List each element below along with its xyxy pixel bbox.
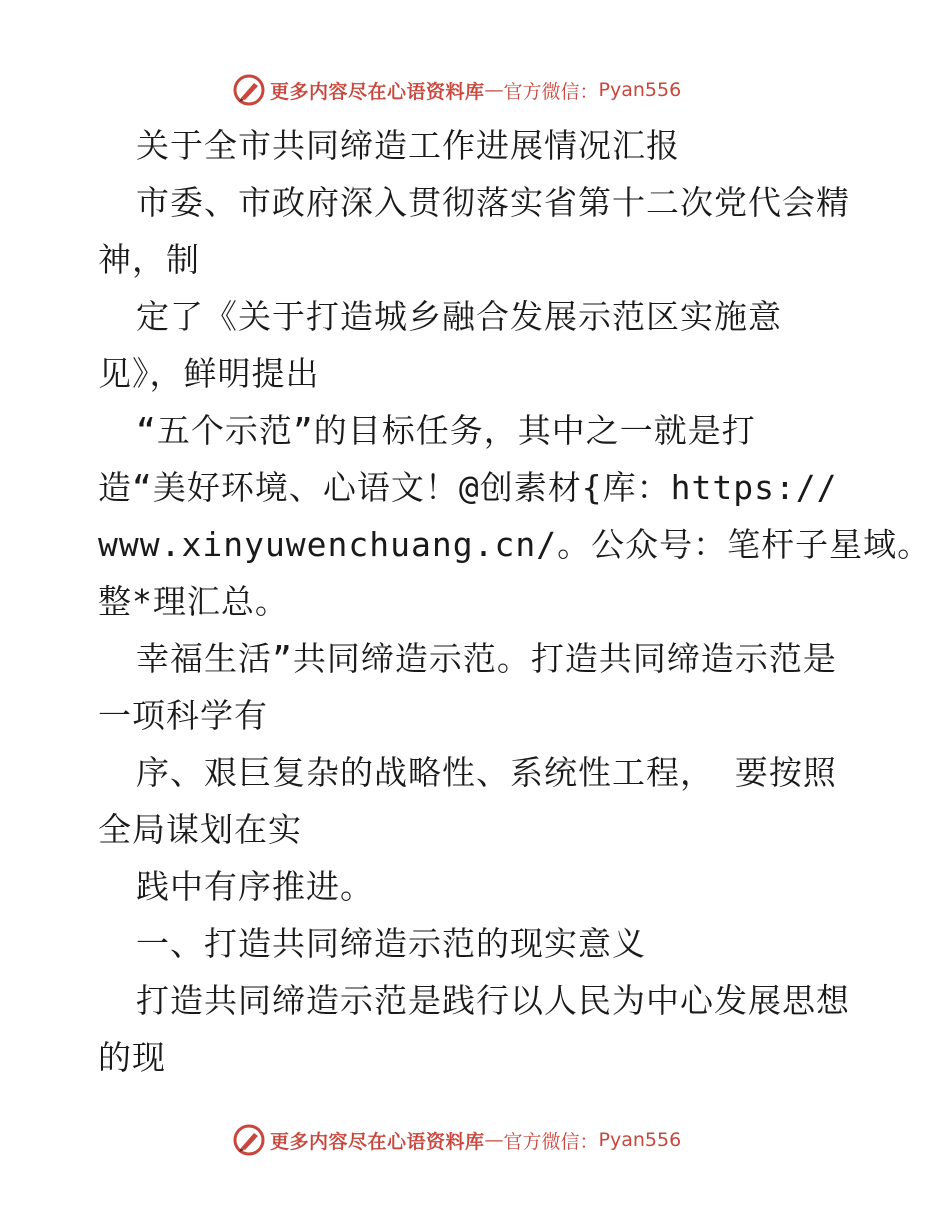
text-line: 幸福生活”共同缔造示范。打造共同缔造示范是 xyxy=(136,639,837,678)
text-line: 神，制 xyxy=(98,240,200,279)
text-line: 整*理汇总。 xyxy=(98,582,289,621)
document-title: 关于全市共同缔造工作进展情况汇报 xyxy=(136,126,680,165)
watermark-dash: — xyxy=(484,1129,504,1151)
text-line: 的现 xyxy=(98,1038,166,1077)
watermark-banner-top xyxy=(232,70,752,110)
text-line: 序、艰巨复杂的战略性、系统性工程， 要按照 xyxy=(136,753,837,792)
watermark-banner-bottom xyxy=(232,1120,752,1160)
watermark-dash: — xyxy=(484,79,504,101)
watermark-sub-text: 官方微信： xyxy=(503,80,599,103)
quill-logo-icon xyxy=(232,73,266,107)
text-line: 全局谋划在实 xyxy=(98,810,302,849)
quill-logo-icon xyxy=(232,1123,266,1157)
watermark-id: Pyan556 xyxy=(598,79,682,101)
document-body xyxy=(98,117,932,1086)
watermark-main-text: 更多内容尽在心语资料库 xyxy=(270,1130,485,1153)
watermark-main-text: 更多内容尽在心语资料库 xyxy=(270,80,485,103)
text-line: www.xinyuwenchuang.cn/。公众号：笔杆子星域。 xyxy=(98,525,932,564)
text-line: “五个示范”的目标任务，其中之一就是打 xyxy=(136,411,756,450)
text-line: 见》，鲜明提出 xyxy=(98,354,320,393)
watermark-sub-text: 官方微信： xyxy=(503,1130,599,1153)
text-line: 定了《关于打造城乡融合发展示范区实施意 xyxy=(136,297,782,336)
text-line: 践中有序推进。 xyxy=(136,867,374,906)
text-line: 市委、市政府深入贯彻落实省第十二次党代会精 xyxy=(136,183,850,222)
text-line: 打造共同缔造示范是践行以人民为中心发展思想 xyxy=(136,981,850,1020)
text-line: 一项科学有 xyxy=(98,696,268,735)
text-line: 造“美好环境、心语文！@创素材{库：https:// xyxy=(98,468,838,507)
section-heading: 一、打造共同缔造示范的现实意义 xyxy=(136,924,646,963)
watermark-id: Pyan556 xyxy=(598,1129,682,1151)
